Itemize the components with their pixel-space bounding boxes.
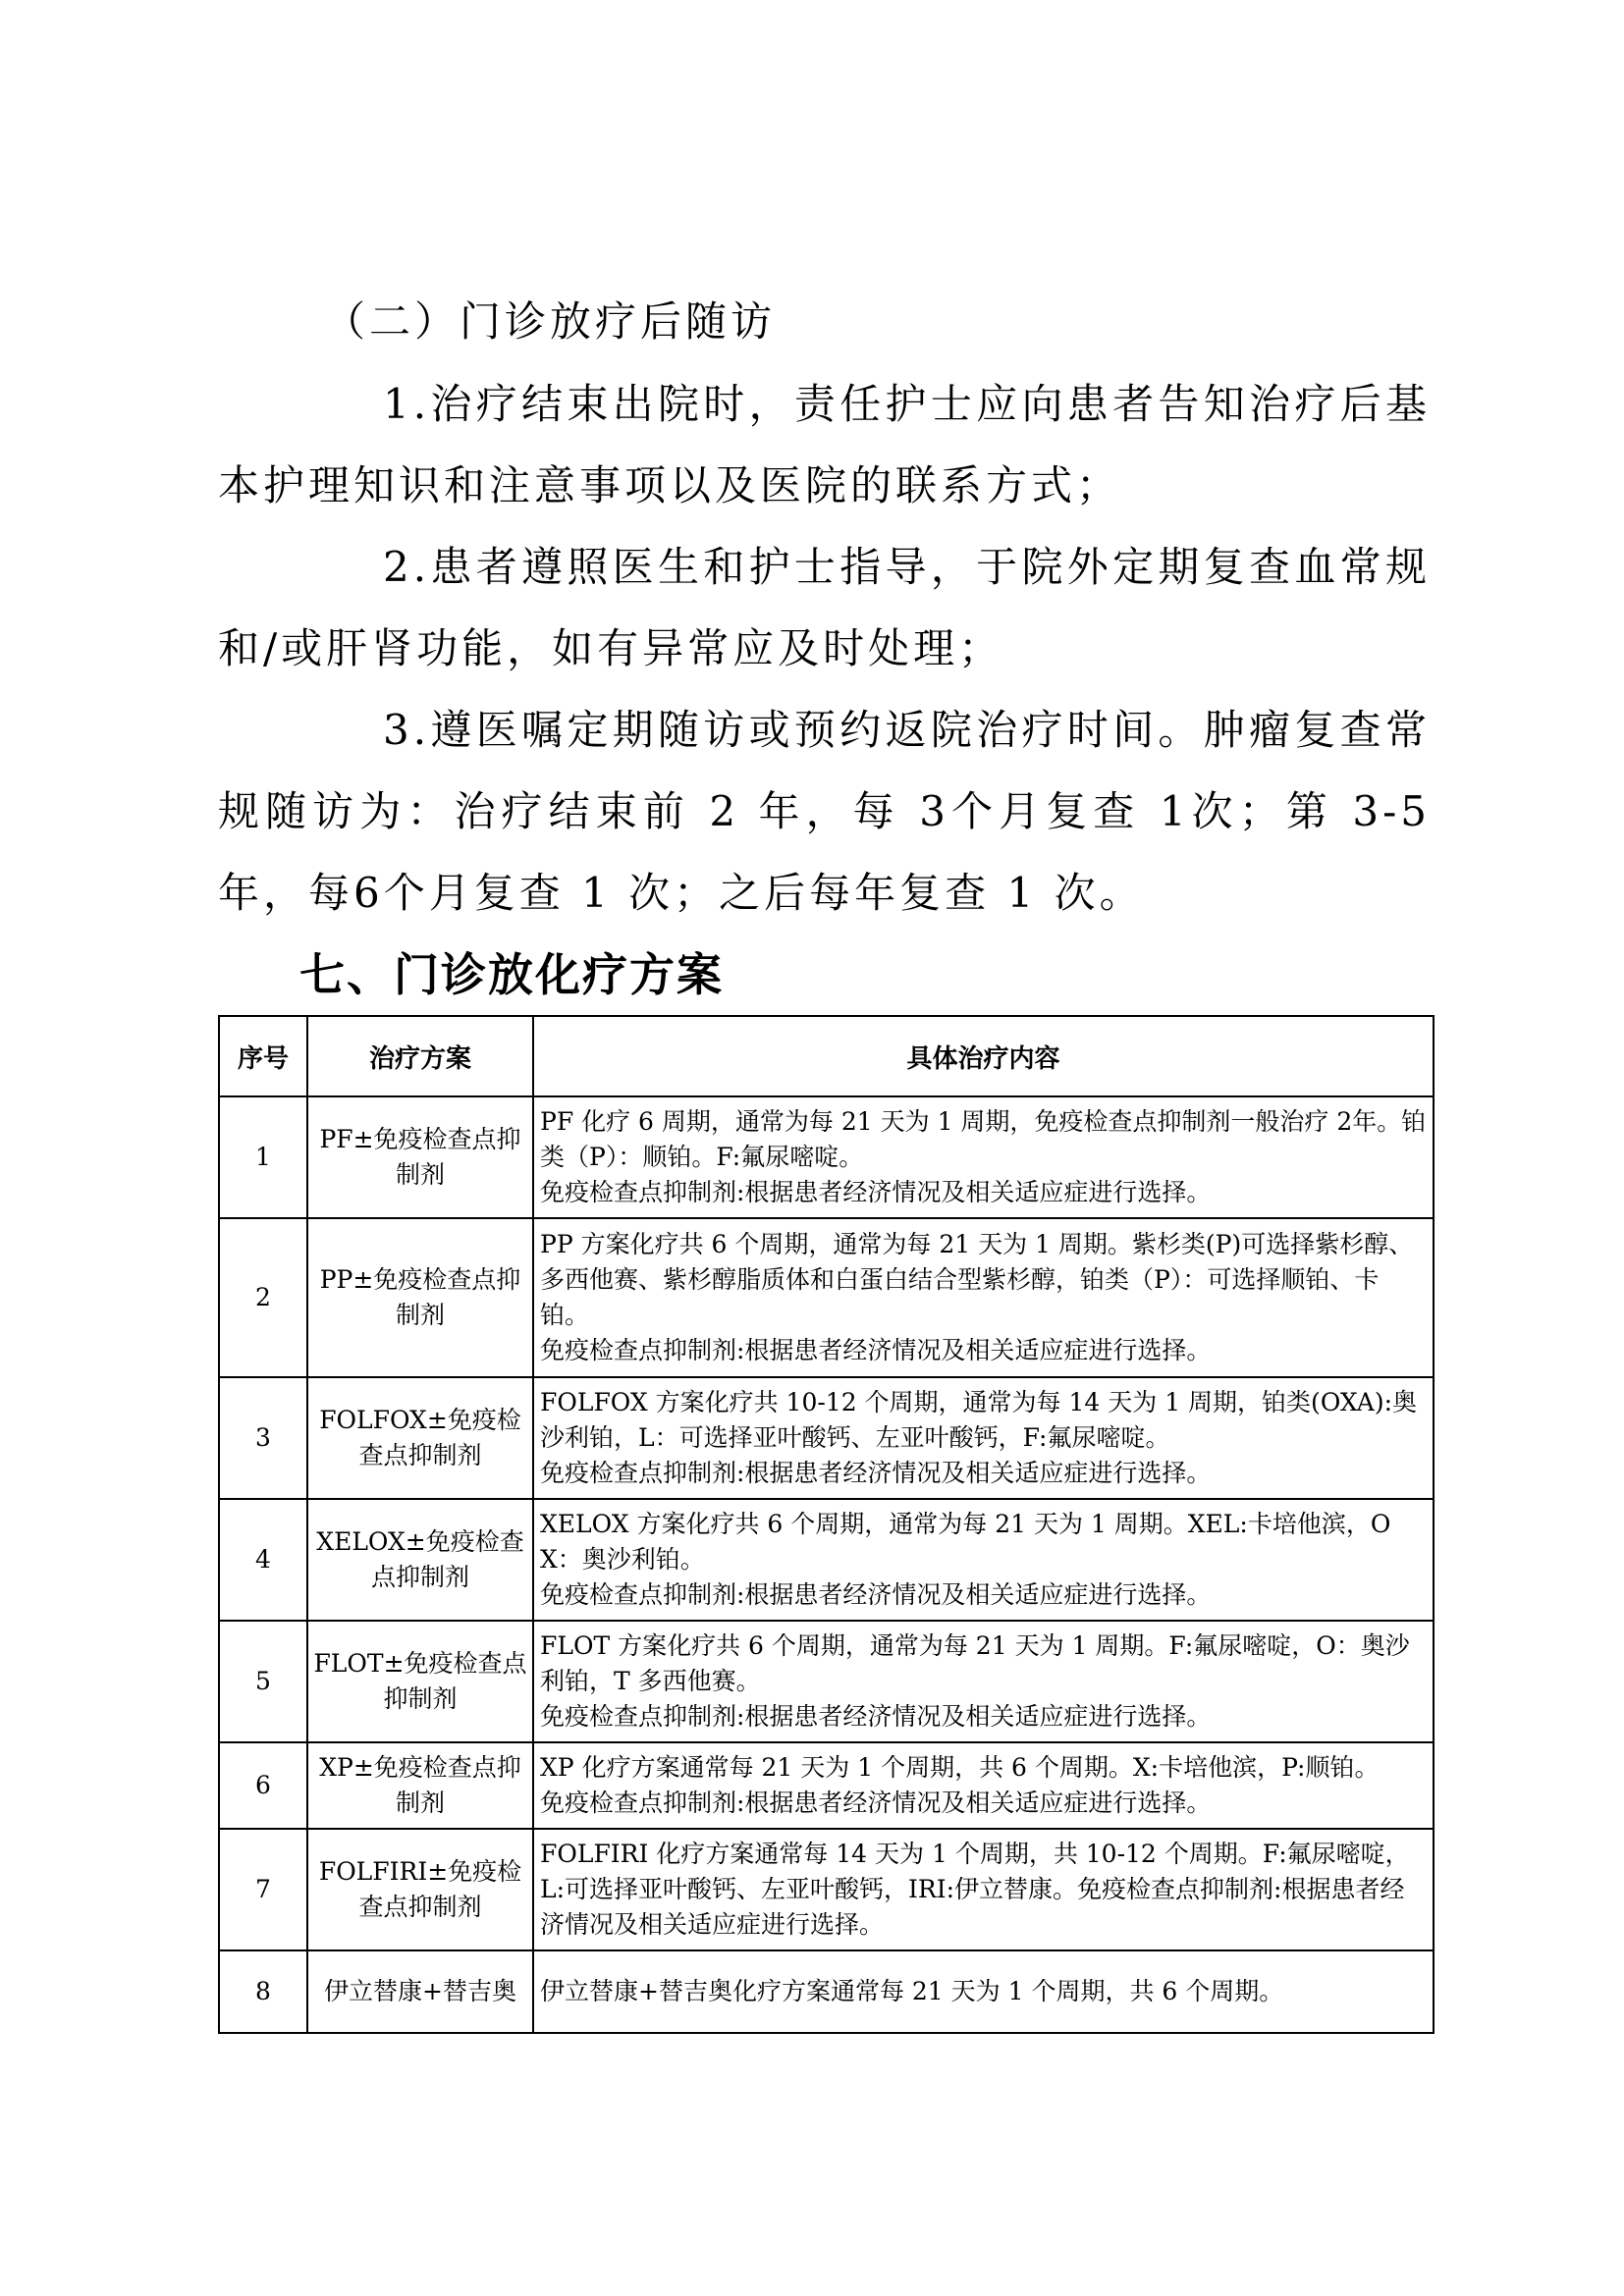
row-number: 4 (219, 1499, 307, 1621)
row-number: 6 (219, 1742, 307, 1829)
sub-heading: （二）门诊放疗后随访 (324, 297, 777, 346)
row-detail (533, 1096, 1434, 1218)
row-plan: FOLFIRI±免疫检查点抑制剂 (307, 1829, 533, 1950)
row-detail (533, 1377, 1434, 1499)
section-title: 七、门诊放化疗方案 (299, 948, 724, 1001)
treatment-plan-table (218, 1015, 1435, 2034)
detail-line: 免疫检查点抑制剂:根据患者经济情况及相关适应症进行选择。 (540, 1336, 1212, 1364)
detail-line: FOLFOX 方案化疗共 10-12 个周期，通常为每 14 天为 1 周期，铂类(OXA):奥沙利铂，L：可选择亚叶酸钙、左亚叶酸钙，F:氟尿嘧啶。 (540, 1388, 1418, 1452)
row-plan: 伊立替康+替吉奥 (307, 1950, 533, 2033)
row-detail (533, 1218, 1434, 1377)
row-plan: FOLFOX±免疫检查点抑制剂 (307, 1377, 533, 1499)
header-no: 序号 (219, 1016, 307, 1096)
row-plan: PF±免疫检查点抑制剂 (307, 1096, 533, 1218)
table-row (219, 1829, 1434, 1950)
header-plan: 治疗方案 (307, 1016, 533, 1096)
table-row (219, 1096, 1434, 1218)
row-number: 8 (219, 1950, 307, 2033)
row-detail (533, 1621, 1434, 1742)
table-row (219, 1621, 1434, 1742)
detail-line: 免疫检查点抑制剂:根据患者经济情况及相关适应症进行选择。 (540, 1580, 1212, 1609)
row-detail (533, 1499, 1434, 1621)
table-row (219, 1742, 1434, 1829)
detail-line: PP 方案化疗共 6 个周期，通常为每 21 天为 1 周期。紫杉类(P)可选择紫杉醇、多西他赛、紫杉醇脂质体和白蛋白结合型紫杉醇，铂类（P）：可选择顺铂、卡铂。 (540, 1230, 1414, 1329)
row-number: 3 (219, 1377, 307, 1499)
paragraph-2: 2.患者遵照医生和护士指导，于院外定期复查血常规和/或肝肾功能，如有异常应及时处理； (218, 543, 1431, 672)
detail-line: 免疫检查点抑制剂:根据患者经济情况及相关适应症进行选择。 (540, 1702, 1212, 1731)
paragraph-1: 1.治疗结束出院时，责任护士应向患者告知治疗后基本护理知识和注意事项以及医院的联系方式； (218, 380, 1431, 509)
table-row (219, 1218, 1434, 1377)
detail-line: XELOX 方案化疗共 6 个周期，通常为每 21 天为 1 周期。XEL:卡培他滨，OX：奥沙利铂。 (540, 1510, 1391, 1574)
detail-line: 伊立替康+替吉奥化疗方案通常每 21 天为 1 个周期，共 6 个周期。 (540, 1977, 1284, 2005)
row-detail (533, 1950, 1434, 2033)
detail-line: FLOT 方案化疗共 6 个周期，通常为每 21 天为 1 周期。F:氟尿嘧啶，O：奥沙利铂，T 多西他赛。 (540, 1631, 1410, 1695)
row-detail (533, 1742, 1434, 1829)
detail-line: 免疫检查点抑制剂:根据患者经济情况及相关适应症进行选择。 (540, 1459, 1212, 1487)
row-plan: FLOT±免疫检查点抑制剂 (307, 1621, 533, 1742)
row-detail (533, 1829, 1434, 1950)
header-detail: 具体治疗内容 (533, 1016, 1434, 1096)
row-plan: XELOX±免疫检查点抑制剂 (307, 1499, 533, 1621)
row-number: 2 (219, 1218, 307, 1377)
row-plan: PP±免疫检查点抑制剂 (307, 1218, 533, 1377)
paragraph-3: 3.遵医嘱定期随访或预约返院治疗时间。肿瘤复查常规随访为：治疗结束前 2 年，每 3个月复查 1次；第 3-5 年，每6个月复查 1 次；之后每年复查 1 次。 (218, 706, 1431, 917)
detail-line: 免疫检查点抑制剂:根据患者经济情况及相关适应症进行选择。 (540, 1178, 1212, 1206)
row-number: 1 (219, 1096, 307, 1218)
table-header-row (219, 1016, 1434, 1096)
detail-line: PF 化疗 6 周期，通常为每 21 天为 1 周期，免疫检查点抑制剂一般治疗 2年。铂类（P）：顺铂。F:氟尿嘧啶。 (540, 1107, 1427, 1171)
row-plan: XP±免疫检查点抑制剂 (307, 1742, 533, 1829)
table-row (219, 1950, 1434, 2033)
table-row (219, 1377, 1434, 1499)
row-number: 5 (219, 1621, 307, 1742)
detail-line: XP 化疗方案通常每 21 天为 1 个周期，共 6 个周期。X:卡培他滨，P:顺铂。 (540, 1753, 1380, 1782)
row-number: 7 (219, 1829, 307, 1950)
table-row (219, 1499, 1434, 1621)
detail-line: 免疫检查点抑制剂:根据患者经济情况及相关适应症进行选择。 (540, 1789, 1212, 1817)
detail-line: FOLFIRI 化疗方案通常每 14 天为 1 个周期，共 10-12 个周期。F:氟尿嘧啶，L:可选择亚叶酸钙、左亚叶酸钙，IRI:伊立替康。免疫检查点抑制剂:根据患者经济情况及相关适应症进行选择。 (540, 1840, 1410, 1939)
